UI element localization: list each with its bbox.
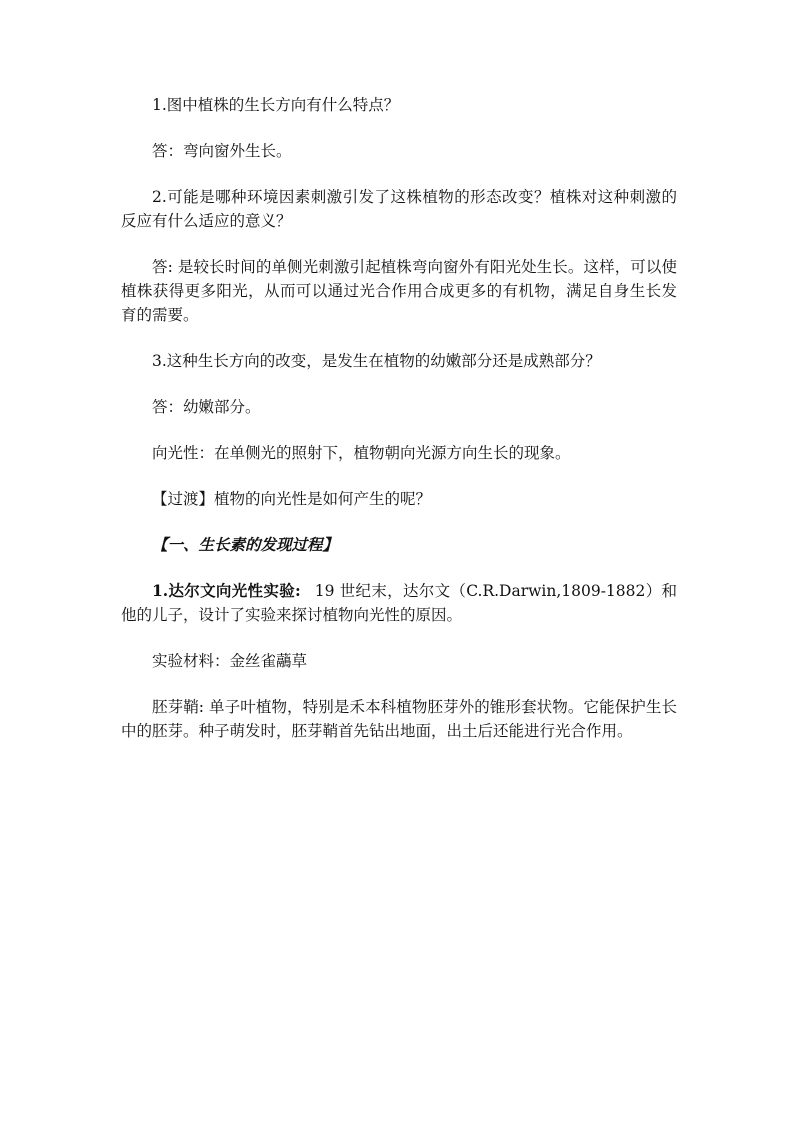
question-1: 1.图中植株的生长方向有什么特点？ [152, 96, 400, 114]
darwin-experiment-lead: 1.达尔文向光性实验: [152, 581, 301, 600]
coleoptile-definition: 胚芽鞘: 单子叶植物，特别是禾本科植物胚芽外的锥形套状物。它能保护生长中的胚芽。种子萌发时，胚芽鞘首先钻出地面，出土后还能进行光合作用。 [121, 698, 677, 740]
experiment-material: 实验材料：金丝雀虉草 [152, 652, 308, 670]
darwin-experiment-paragraph [121, 579, 677, 627]
transition-paragraph: 【过渡】植物的向光性是如何产生的呢？ [152, 490, 432, 508]
darwin-experiment-text: 19 世纪末，达尔文（C.R.Darwin,1809-1882）和他的儿子，设计了实验来探讨植物向光性的原因。 [121, 582, 678, 624]
phototropism-definition: 向光性：在单侧光的照射下，植物朝向光源方向生长的现象。 [152, 444, 571, 462]
document-body [121, 93, 677, 765]
section-heading: 【一、生长素的发现过程】 [152, 535, 339, 554]
answer-3: 答：幼嫩部分。 [152, 398, 261, 416]
answer-1: 答：弯向窗外生长。 [152, 142, 292, 160]
question-2: 2.可能是哪种环境因素刺激引发了这株植物的形态改变？植株对这种刺激的反应有什么适应的意义？ [121, 188, 677, 230]
answer-2: 答: 是较长时间的单侧光刺激引起植株弯向窗外有阳光处生长。这样，可以使植株获得更多阳光，从而可以通过光合作用合成更多的有机物，满足自身生长发育的需要。 [121, 258, 677, 324]
question-3: 3.这种生长方向的改变，是发生在植物的幼嫩部分还是成熟部分？ [152, 352, 601, 370]
